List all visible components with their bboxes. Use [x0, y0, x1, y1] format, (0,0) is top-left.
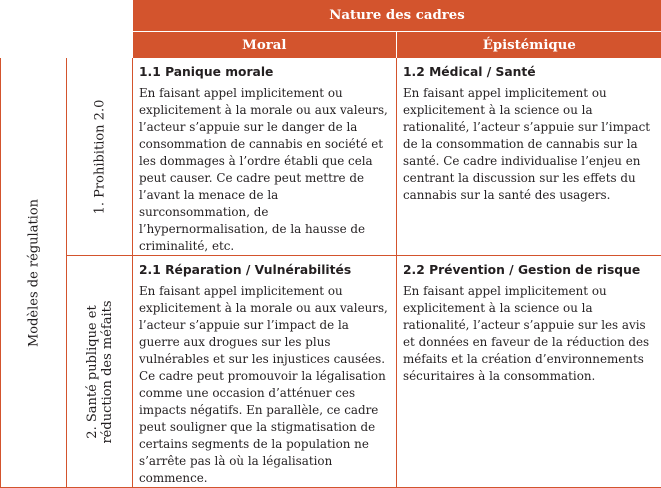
cell-prevention-gestion-risque — [397, 256, 661, 488]
row-label-line: 2. Santé publique et — [85, 300, 100, 443]
column-header-moral: Moral — [133, 32, 397, 59]
cell-text: En faisant appel implicitement ou explicitement à la morale ou aux valeurs, l’acteur s’appuie sur l’impact de la guerre aux drogues sur les plus vulnérables et sur les injustices causées. Ce cadre peut promouvoir la légalisation comme une occasion d’atténuer ces impacts négatifs. En parallèle, ce cadre peut souligner que la stigmatisation de certains segments de la population ne s’arrête pas là où la légalisation commence. — [139, 283, 390, 487]
row-label-sante-publique — [85, 300, 115, 443]
column-header-epistemique: Épistémique — [397, 32, 661, 59]
blank-corner — [1, 0, 133, 58]
cell-title: 1.1 Panique morale — [139, 64, 390, 80]
cell-title: 2.2 Prévention / Gestion de risque — [403, 262, 656, 278]
row-label-cell-2 — [67, 256, 133, 488]
row-label-prohibition: 1. Prohibition 2.0 — [92, 99, 107, 214]
header-title: Nature des cadres — [133, 0, 661, 32]
cell-reparation-vulnerabilites — [133, 256, 397, 488]
cell-medical-sante — [397, 58, 661, 256]
cell-panique-morale — [133, 58, 397, 256]
cell-text: En faisant appel implicitement ou explicitement à la science ou la rationalité, l’acteur s’appuie sur les avis et données en faveur de la réduction des méfaits et la création d’environnements sécuritaires à la consommation. — [403, 283, 656, 385]
cell-title: 2.1 Réparation / Vulnérabilités — [139, 262, 390, 278]
cell-text: En faisant appel implicitement ou explicitement à la morale ou aux valeurs, l’acteur s’appuie sur le danger de la consommation de cannabis en société et les dommages à l’ordre établi que cela peut causer. Ce cadre peut mettre de l’avant la menace de la surconsommation, de l’hypernormalisation, de la hausse de criminalité, etc. — [139, 85, 390, 255]
cell-title: 1.2 Médical / Santé — [403, 64, 656, 80]
side-label-cell — [1, 58, 67, 488]
row-label-cell-1 — [67, 58, 133, 256]
side-label: Modèles de régulation — [26, 198, 41, 346]
row-label-line: réduction des méfaits — [100, 300, 115, 443]
cell-text: En faisant appel implicitement ou explicitement à la science ou la rationalité, l’acteur s’appuie sur l’impact de la consommation de cannabis sur la santé. Ce cadre individualise l’enjeu en centrant la discussion sur les effets du cannabis sur la santé des usagers. — [403, 85, 656, 204]
